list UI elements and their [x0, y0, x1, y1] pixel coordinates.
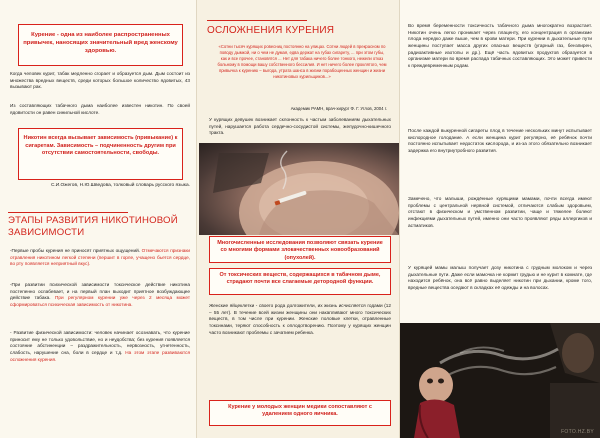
stage-three-text: - Развитие физической зависимости: человек начинает осознавать, что курение приносит ему не только удовольствие, но и неудобства; без курения появляется состояние абстиненции – раздражительность, нервозность, угнетенность, слабость, нарушение сна, боли в сердце и т.д.: [10, 330, 190, 356]
dictionary-attribution: С.И.Ожегов, Н.Ю.Шведова, толковый словарь русского языка.: [50, 183, 190, 188]
reproductive-box: От токсических веществ, содержащихся в табачном дыме, страдают почти все слагаемые детородной функции.: [209, 268, 391, 295]
intro-box: Курение - одна из наиболее распространенных привычек, наносящих значительный вред женскому здоровью.: [18, 24, 183, 66]
uglov-attribution: Академик РАМН, врач-хирург Ф. Г. Углов, 2004 г.: [290, 106, 387, 111]
panel-left: [0, 0, 197, 438]
watermark: FOTO.HZ.BY: [561, 429, 594, 435]
complications-heading: ОСЛОЖНЕНИЯ КУРЕНИЯ: [207, 25, 335, 36]
child-smoke-illustration: [400, 323, 600, 438]
pregnant-smoker-photo: [199, 143, 399, 235]
cancer-box: Многочисленные исследования позволяют связать курение со многими формами злокачественных новообразований (опухолей).: [209, 236, 391, 263]
uglov-quote: «Сотни тысяч курящих ровесниц постоянно на улицах. Сотни людей в прекрасном по поводу дымкой, ни о чем не думая, едва держат на губах сигарету, ... при этом губы, как и все прочее, становятся ... Нет для табака ничего более тонкого, нежели отказ больному в помощи вашу собственного бессилия. И нет ничего более проклятого, чем привычка к курению – выгода, утрата шанса в жизни порабощенных женщин и жизни никотиновых курильщиков...»: [217, 44, 387, 80]
heading-rule: [8, 212, 128, 213]
paragraph-breastfeeding: У курящей мамы малыш получает дозу никотина с грудным молоком и через дыхательные пути. Даже если мамочка не кормит грудью и не курит в комнате, где находится ребёнок, она всё равно выделяет никотин при дыхании, кроме того, вредные вещества оседают в складках её одежды и на волосах.: [408, 265, 592, 291]
paragraph-oxygen: После каждой выкуренной сигареты плод в течение нескольких минут испытывает кислородное голодание. А если женщина курит регулярно, её ребёнок почти постоянно испытывает недостаток кислорода, и из-за этого обязательно возникает задержка его внутриутробного развития.: [408, 128, 592, 154]
heading-rule: [207, 20, 307, 21]
paragraph-pregnancy: Во время беременности токсичность табачного дыма многократно возрастает. Никотин очень легко проникает через плаценту, его концентрация в организме плода нередко даже выше, чем в крови матери. При курении в дыхательные пути женщины поступает масса других опасных веществ (угарный газ, бензпирен, радиоактивные изотопы и др.). Ещё часть ядовитых продуктов образуется в организме матери во время распада табачных составляющих. Это может привести к преждевременным родам.: [408, 23, 592, 69]
child-smoke-photo: [400, 323, 600, 438]
paragraph-smoke: Когда человек курит, табак медленно сгорает и образуется дым. Дым состоит из множества вредных веществ, среди которых большое количество ядовитых, 43 вызывают рак.: [10, 71, 190, 90]
paragraph-eggs: Женские яйцеклетки - своего рода долгожители, их жизнь исчисляется годами (12 – 55 лет). В течение всей жизни женщины они накапливают много токсических веществ, в том числе при курении. Женские половые клетки, отравленные токсинами, теряют способность к оплодотворению. Поэтому у курящих женщин часто возникают проблемы с зачатием ребенка.: [209, 303, 391, 335]
ovary-box: Курение у молодых женщин медики сопоставляют с удалением одного яичника.: [209, 400, 391, 426]
stage-one-warning: Отмечаются признаки отравления никотином легкой степени (першит в горле, учащено бьется сердце, во рту появляется неприятный вкус).: [10, 248, 190, 267]
stage-two-text: -При развитии психической зависимости токсическое действие никотина постепенно ослабевает, и на первый план выходит приятное возбуждающее действие табака.: [10, 282, 190, 301]
paragraph-children-health: Замечено, что малыши, рождённые курящими мамами, почти всегда имеют проблемы с центральной нервной системой, отличаются слабым здоровьем, отстают в физическом и умственном развитии, чаще и тяжелее болеют инфекциями дыхательных путей, именно они часто проявляют ряды аллергиков и астматиков.: [408, 196, 592, 228]
stage-three-warning: На этом этапе развиваются осложнения курения.: [10, 350, 190, 362]
dependence-box: Никотин всегда вызывает зависимость (привыкание) к сигаретам. Зависимость – подчиненность другим при отсутствии самостоятельности, свободы.: [18, 128, 183, 180]
stages-heading: ЭТАПЫ РАЗВИТИЯ НИКОТИНОВОЙ ЗАВИСИМОСТИ: [8, 215, 178, 238]
paragraph-girls: У курящих девушек возникает склонность к частым заболеваниям дыхательных путей, нарушается работа сердечно-сосудистой системы, желудочно-кишечного тракта.: [209, 117, 391, 136]
stage-one-text: -Первые пробы курения не приносят приятных ощущений.: [10, 248, 140, 253]
stage-two: [10, 282, 190, 309]
pregnant-smoker-illustration: [199, 143, 399, 235]
panel-middle: [197, 0, 400, 438]
stage-two-warning: При регулярном курении уже через 2 месяца может сформироваться психическая зависимость от никотина.: [10, 295, 191, 308]
panel-right: [400, 0, 600, 438]
stage-three: [10, 330, 190, 363]
stage-one: [10, 248, 190, 268]
paragraph-nicotine: Из составляющих табачного дыма наиболее известен никотин. По своей ядовитости он равен синильной кислоте.: [10, 103, 190, 115]
